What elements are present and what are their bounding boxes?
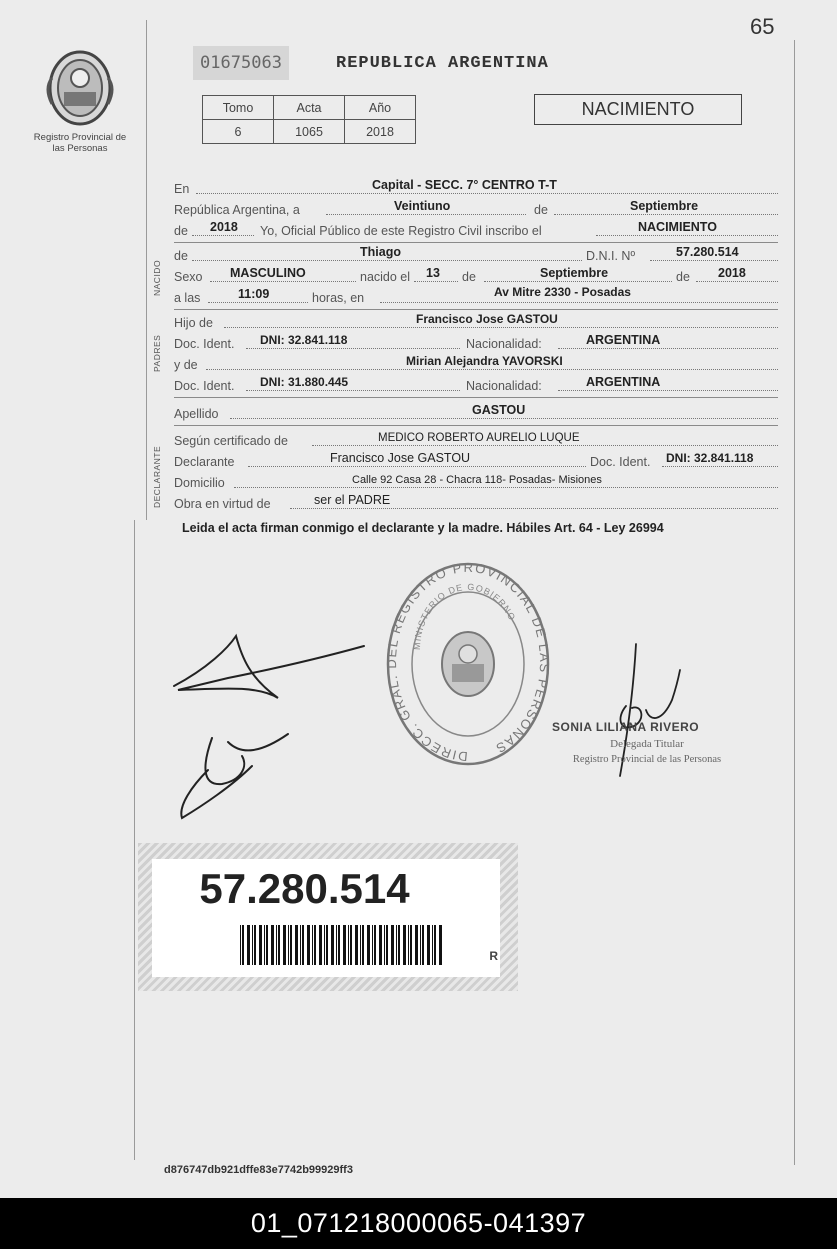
side-label-declarante: DECLARANTE: [152, 445, 162, 508]
label-a-las: a las: [174, 291, 201, 305]
value-capacity: ser el PADRE: [314, 493, 391, 507]
record-type-box: NACIMIENTO: [534, 94, 742, 125]
label-y-de: y de: [174, 358, 198, 372]
label-domicilio: Domicilio: [174, 476, 225, 490]
country-heading: REPUBLICA ARGENTINA: [336, 54, 549, 73]
label-nacido-el: nacido el: [360, 270, 411, 284]
officer-role: Delegada Titular: [610, 738, 684, 750]
stamp-outer-text: DIRECC. GRAL. DEL REGISTRO PROVINCIAL DE LAS PERSONAS: [384, 560, 552, 765]
value-month: Septiembre: [630, 199, 699, 213]
dni-card-number: 57.280.514: [199, 865, 410, 912]
value-place-of-birth: Av Mitre 2330 - Posadas: [494, 285, 631, 299]
left-margin-line: [146, 20, 147, 520]
value-declarant: Francisco Jose GASTOU: [330, 451, 471, 465]
label-en: En: [174, 182, 190, 196]
value-father: Francisco Jose GASTOU: [416, 312, 558, 326]
officer-organization: Registro Provincial de las Personas: [572, 754, 722, 765]
registry-table: [202, 95, 416, 144]
dni-card-mark: R: [489, 949, 498, 963]
serial-number: 01675063: [193, 46, 289, 80]
value-name: Thiago: [360, 245, 401, 259]
row-year: de 2018 Yo, Oficial Público de este Registro Civil inscribo el NACIMIENTO: [174, 220, 778, 238]
row-mother-doc: Doc. Ident. DNI: 31.880.445 Nacionalidad: ARGENTINA: [174, 375, 778, 393]
row-declarant: Declarante Francisco Jose GASTOU Doc. Ident. DNI: 32.841.118: [174, 451, 778, 469]
value-birth-year: 2018: [718, 266, 746, 280]
label-declarante: Declarante: [174, 455, 235, 469]
row-father-doc: Doc. Ident. DNI: 32.841.118 Nacionalidad: ARGENTINA: [174, 333, 778, 351]
registry-header-tomo: Tomo: [203, 96, 274, 120]
value-father-nat: ARGENTINA: [586, 333, 661, 347]
value-day-words: Veintiuno: [394, 199, 451, 213]
side-label-padres: PADRES: [152, 334, 162, 372]
row-capacity: [174, 493, 778, 511]
row-sex: Sexo MASCULINO nacido el 13 de Septiembre de 2018: [174, 266, 778, 284]
label-apellido: Apellido: [174, 407, 219, 421]
official-stamp: [384, 560, 552, 768]
row-time: [174, 287, 778, 305]
value-address: Calle 92 Casa 28 - Chacra 118- Posadas- Misiones: [352, 474, 602, 486]
label-yo: Yo, Oficial Público de este Registro Civil inscribo el: [260, 224, 542, 238]
label-segun: Según certificado de: [174, 434, 288, 448]
registry-logo-text: Registro Provincial de las Personas: [33, 132, 127, 154]
value-sex: MASCULINO: [230, 266, 306, 280]
label-dni-no: D.N.I. Nº: [586, 249, 636, 263]
value-birth-day: 13: [426, 266, 440, 280]
value-mother: Mirian Alejandra YAVORSKI: [406, 354, 563, 368]
declarant-signature: [168, 628, 368, 704]
value-year: 2018: [210, 220, 238, 234]
registry-header-acta: Acta: [274, 96, 345, 120]
footer-code: 01_071218000065-041397: [0, 1198, 837, 1249]
value-mother-nat: ARGENTINA: [586, 375, 661, 389]
row-father: [174, 312, 778, 330]
document-hash: d876747db921dffe83e7742b99929ff3: [164, 1164, 353, 1176]
value-surname: GASTOU: [472, 403, 526, 417]
value-birth-month: Septiembre: [540, 266, 609, 280]
row-mother: [174, 354, 778, 372]
registry-value-tomo: 6: [203, 120, 274, 144]
value-event: NACIMIENTO: [638, 220, 717, 234]
label-sexo: Sexo: [174, 270, 203, 284]
label-republica: República Argentina, a: [174, 203, 300, 217]
row-place: [174, 178, 778, 196]
value-father-doc: DNI: 32.841.118: [260, 333, 348, 347]
closing-note: Leida el acta firman conmigo el declarante y la madre. Hábiles Art. 64 - Ley 26994: [182, 521, 664, 535]
page-number: 65: [750, 14, 775, 39]
value-time: 11:09: [238, 287, 270, 301]
value-declarant-doc: DNI: 32.841.118: [666, 451, 754, 465]
right-margin-line: [794, 40, 795, 1165]
label-hijo-de: Hijo de: [174, 316, 213, 330]
left-margin-line-lower: [134, 520, 135, 1160]
stamp-inner-text: MINISTERIO DE GOBIERNO: [411, 581, 518, 651]
row-date: [174, 199, 778, 217]
dni-card: [138, 843, 518, 991]
officer-name: SONIA LILIANA RIVERO: [552, 720, 700, 734]
side-label-nacido: NACIDO: [152, 259, 162, 296]
registry-header-ano: Año: [345, 96, 416, 120]
label-obra: Obra en virtud de: [174, 497, 271, 511]
row-name: de Thiago D.N.I. Nº 57.280.514: [174, 245, 778, 263]
label-horas-en: horas, en: [312, 291, 365, 305]
barcode-icon: [238, 925, 446, 965]
provincial-coat-of-arms-icon: [40, 48, 120, 128]
registry-value-ano: 2018: [345, 120, 416, 144]
row-surname: [174, 403, 778, 421]
registry-value-acta: 1065: [274, 120, 345, 144]
value-mother-doc: DNI: 31.880.445: [260, 375, 349, 389]
value-dni: 57.280.514: [676, 245, 739, 259]
row-certificate: [174, 430, 778, 448]
row-address: [174, 472, 778, 490]
value-certificate: MEDICO ROBERTO AURELIO LUQUE: [378, 432, 580, 444]
value-place: Capital - SECC. 7° CENTRO T-T: [372, 178, 557, 192]
mother-signature: [172, 726, 294, 822]
label-de: de: [534, 203, 548, 217]
